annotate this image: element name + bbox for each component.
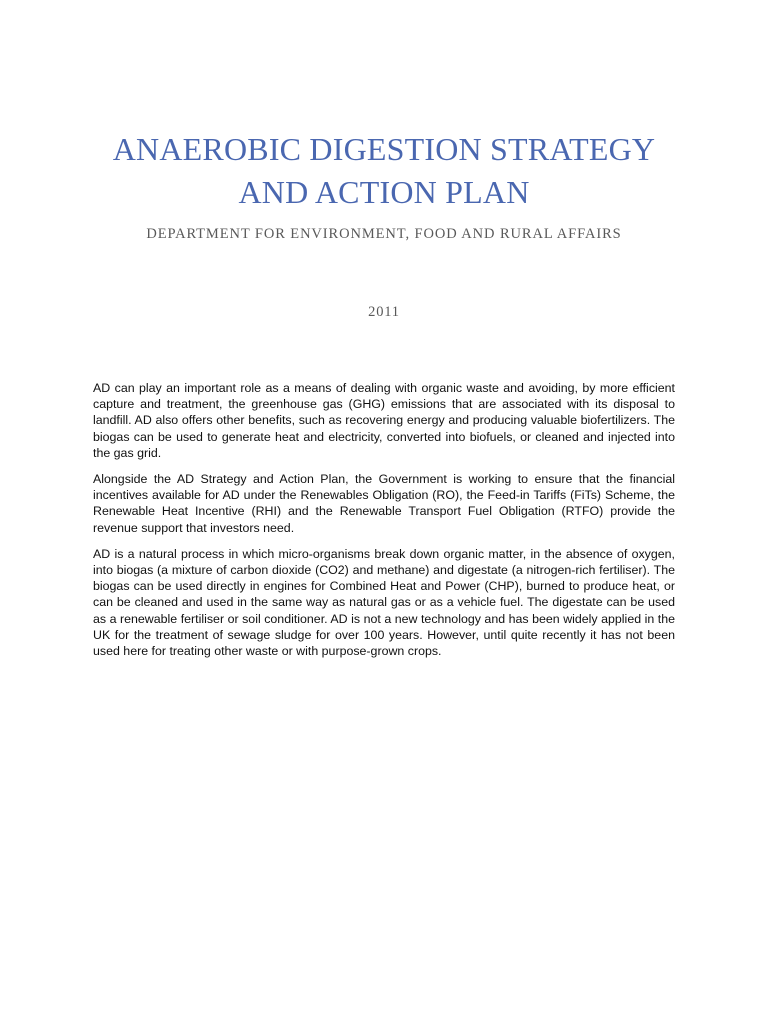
document-title (0, 128, 768, 214)
title-line-1: ANAEROBIC DIGESTION STRATEGY (112, 131, 656, 167)
paragraph-1: AD can play an important role as a means of dealing with organic waste and avoiding, by more efficient capture and treatment, the greenhouse gas (GHG) emissions that are associated with its disposal to landfill. AD also offers other benefits, such as recovering energy and producing valuable biofertilizers. The biogas can be used to generate heat and electricity, converted into biofuels, or cleaned and injected into the gas grid. (93, 381, 675, 460)
paragraph-3: AD is a natural process in which micro-organisms break down organic matter, in the absence of oxygen, into biogas (a mixture of carbon dioxide (CO2) and methane) and digestate (a nitrogen-rich fertiliser). The biogas can be used directly in engines for Combined Heat and Power (CHP), burned to produce heat, or can be cleaned and used in the same way as natural gas or as a vehicle fuel. The digestate can be used as a renewable fertiliser or soil conditioner. AD is not a new technology and has been widely applied in the UK for the treatment of sewage sludge for over 100 years. However, until quite recently it has not been used here for treating other waste or with purpose-grown crops. (93, 546, 675, 659)
document-subtitle: DEPARTMENT FOR ENVIRONMENT, FOOD AND RURAL AFFAIRS (146, 226, 622, 242)
document-body (93, 380, 675, 669)
document-year: 2011 (368, 304, 400, 320)
title-line-2: AND ACTION PLAN (238, 174, 530, 210)
paragraph-2: Alongside the AD Strategy and Action Plan, the Government is working to ensure that the financial incentives available for AD under the Renewables Obligation (RO), the Feed-in Tariffs (FiTs) Scheme, the Renewable Heat Incentive (RHI) and the Renewable Transport Fuel Obligation (RTFO) provide the revenue support that investors need. (93, 472, 675, 535)
